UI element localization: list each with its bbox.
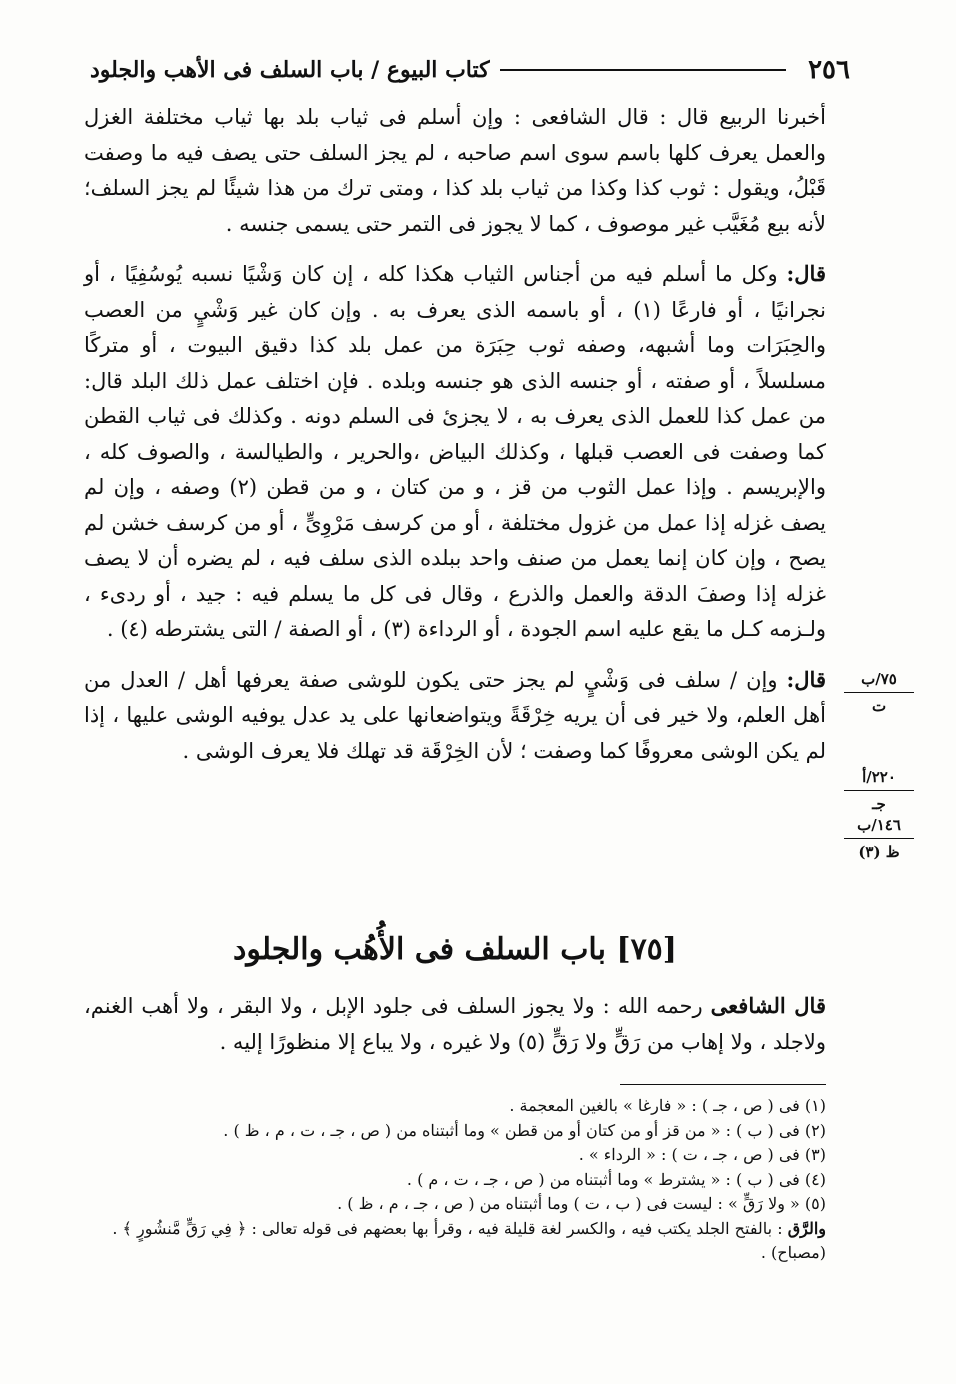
chapter-title: [٧٥] باب السلف فى الأُهُب والجلود [233,932,677,967]
margin-note-ref: ٢٢٠/أ [844,766,914,791]
footnote-extra-lead: والرَّق [787,1218,826,1238]
paragraph-lead: قال: [786,666,826,692]
footnote-1: (١) فى ( ص ، جـ ) : « فارغا » بالغين المعجمة . [509,1096,826,1115]
footnote-rule [620,1084,826,1085]
margin-note-3 [844,814,914,863]
chapter-text [84,988,826,1060]
margin-note-1 [844,668,914,717]
paragraph-lead: قال: [786,261,826,286]
paragraph-text: وإن / سلف فى وَشْيٍ لم يجز حتى يكون للوشى صفة يعرفها أهل / العدل من أهل العلم، ولا خير فى أن يريه خِرْقَةً ويتواضعانها على يد عدل يوفيه الوشى عليها ، إذا لم يكن الوشى معروفًا كما وصفت ؛ لأن الخِرْقَة قد تهلك فلا يعرف الوشى . [84,667,826,763]
margin-note-ms: ظ (٣) [858,843,900,861]
margin-note-ms: جـ [872,795,886,813]
margin-note-ref: ١٤٦/ب [844,814,914,839]
footnote-5: (٥) « ولا رَقٍّ » : ليست فى ( ب ، ت ) وما أثبتناه من ( ص ، جـ ، م ، ظ ) . [337,1194,826,1213]
chapter-lead: قال الشافعى [710,993,826,1018]
paragraph-1 [84,100,826,242]
paragraph-text: وكل ما أسلم فيه من أجناس الثياب هكذا كله ، إن كان وَشْيًا نسبه يُوسُفِيًا ، أو نجرانيًا ، أو فارعًا (١) ، أو باسمه الذى يعرف به . وإن كان غير وَشْيٍ من العصب والحِبَرَات وما أشبهه، وصفه ثوب حِبَرَة من عمل بلد كذا دقيق البيوت ، أو متركًا مسلسلاً ، أو صفته ، أو جنسه الذى هو جنسه وبلده . فإن اختلف عمل ذلك البلد قال: من عمل كذا للعمل الذى يعرف به ، لا يجزئ فى السلم دونه . وكذلك فى ثياب القطن كما وصفت فى العصب قبلها ، وكذلك البياض ،والحرير ، والطيالسة ، والصوف كله ، والإبريسم . وإذا عمل الثوب من قز ، و من كتان ، و من قطن (٢) وصفه ، وإن لم يصف غزله إذا عمل من غزول مختلفة ، أو من كرسف مَرْوِىٍّ ، أو من كرسف خشن لم يصح ، وإن كان إنما يعمل من صنف واحد ببلده الذى سلف فيه ، لم يضره أن لا يصف غزله إذا وصفَ الدقة والعمل والذرع ، وقال فى كل ما يسلم فيه : جيد ، أو ردىء ، ولـزمه كـل ما يقع عليه اسم الجودة ، أو الرداءة (٣) ، أو الصفة / التى يشترطه (٤) . [84,262,827,641]
page-header [90,50,850,90]
chapter-body-text: رحمه الله : ولا يجوز السلف فى جلود الإبل ، ولا البقر ، ولا أهب الغنم، ولاجلد ، ولا إهاب من رَقٍّ ولا رَقٍّ (٥) ولا غيره ، ولا يباع إلا منظورًا إليه . [84,994,826,1054]
paragraph-text: أخبرنا الربيع قال : قال الشافعى : وإن أسلم فى ثياب بلد بها ثياب مختلفة الغزل والعمل يعرف كلها باسم سوى اسم صاحبه ، لم يجز السلف حتى يصف فيه ما وصفت قَبْلُ، ويقول : ثوب كذا وكذا من ثياب بلد كذا ، ومتى ترك من هذا شيئًا لم يجز السلف؛ لأنه بيع مُغَيَّب غير موصوف ، كما لا يجوز فى التمر حتى يسمى جنسه . [84,105,826,236]
margin-note-2 [844,766,914,815]
header-rule [500,69,786,71]
footnote-extra-text: : بالفتح الجلد يكتب فيه ، والكسر لغة قليلة فيه ، وقرأ بها بعضهم فى قوله تعالى : ﴿ فِي رَقٍّ مَّنشُورٍ ﴾ . (مصباح) . [112,1218,826,1262]
margin-note-ms: ت [871,697,887,715]
footnote-4: (٤) فى ( ب ) : « يشترط » وما أثبتناه من ( ص ، جـ ، ت ، م ) . [406,1169,826,1189]
paragraph-2 [84,256,826,648]
margin-note-ref: ٧٥/ب [844,668,914,693]
footnote-2: (٢) فى ( ب ) : « من قز أو من كتان أو من قطن » وما أثبتناه من ( ص ، جـ ، ت ، م ، ظ ) . [223,1120,826,1140]
running-title: كتاب البيوع / باب السلف فى الأهب والجلود [90,57,490,83]
footnote-3: (٣) فى ( ص ، جـ ، ت ) : « الرداء » . [578,1145,826,1164]
main-text [84,100,826,783]
page-number: ٢٥٦ [808,55,850,85]
footnotes [84,1094,826,1266]
footnote-extra [84,1217,826,1266]
paragraph-3 [84,662,826,770]
